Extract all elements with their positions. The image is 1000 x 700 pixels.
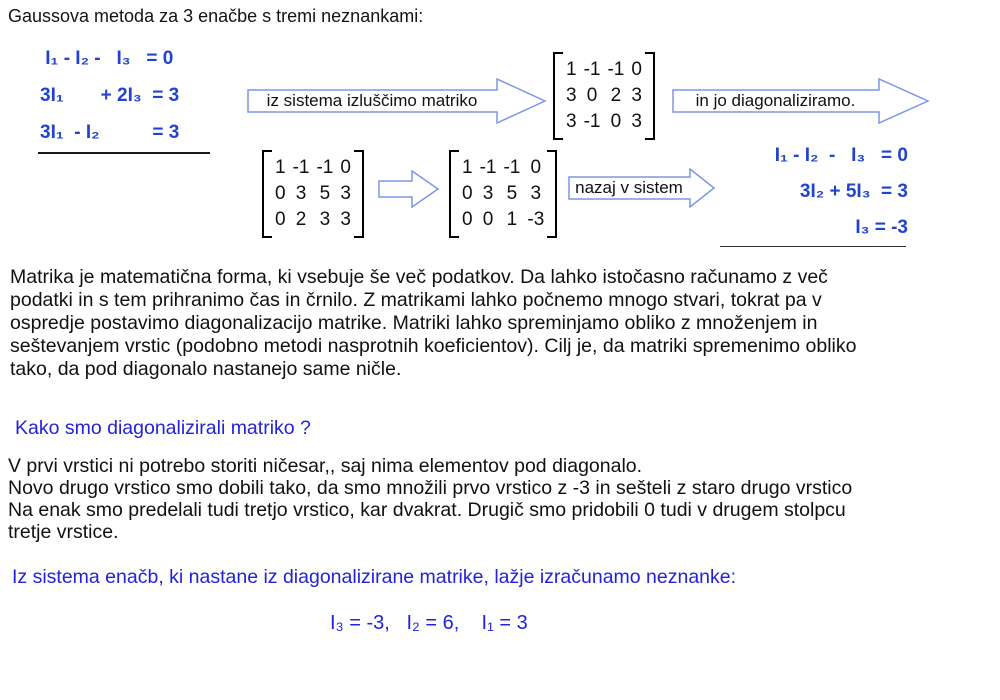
solution-values: I₃ = -3, I₂ = 6, I₁ = 3 — [330, 612, 528, 634]
initial-system-underline — [38, 152, 210, 154]
extract-matrix-arrow-label: iz sistema izluščimo matriko — [266, 91, 478, 110]
step-matrix-values: 1 -1 -1 0 0 3 5 3 0 2 3 3 — [275, 157, 351, 230]
back-to-system-arrow — [568, 168, 716, 208]
extract-matrix-arrow — [247, 77, 547, 125]
transform-arrow — [378, 170, 440, 208]
diagonalized-equation-system: I₁ - I₂ - I₃ = 0 3I₂ + 5I₃ = 3 I₃ = -3 — [774, 145, 908, 238]
diagonalized-system-underline — [720, 246, 906, 247]
diagonalized-matrix — [449, 150, 557, 238]
page-title: Gaussova metoda za 3 enačbe s tremi neznankami: — [8, 6, 424, 26]
right-arrow-icon — [378, 170, 440, 208]
diagonalize-arrow — [672, 77, 930, 125]
conclusion-text: Iz sistema enačb, ki nastane iz diagonalizirane matrike, lažje izračunamo neznanke: — [12, 566, 737, 588]
initial-matrix — [553, 52, 655, 140]
diagonalization-question: Kako smo diagonalizirali matriko ? — [15, 417, 311, 439]
diagonalize-arrow-label: in jo diagonaliziramo. — [695, 91, 856, 110]
step-matrix — [262, 150, 364, 238]
diagonalization-steps-paragraph: V prvi vrstici ni potrebo storiti ničesar,, saj nima elementov pod diagonalo. Novo drugo vrstico smo dobili tako, da smo množili prvo vrstico z -3 in sešteli z staro drugo vrstico Na enak smo predelali tudi tretjo vrstico, kar dvakrat. Drugič smo pridobili 0 tudi v drugem stolpcu tretje vrstice. — [8, 455, 853, 543]
diagonalized-matrix-values: 1 -1 -1 0 0 3 5 3 0 0 1 -3 — [462, 157, 545, 230]
matrix-explanation-paragraph: Matrika je matematična forma, ki vsebuje še več podatkov. Da lahko istočasno računamo z več podatki in s tem prihranimo čas in črnilo. Z matrikami lahko počnemo mnogo stvari, tokrat pa v ospredje postavimo diagonalizacijo matrike. Matriki lahko spreminjamo obliko z množenjem in seštevanjem vrstic (podobno metodi nasprotnih koeficientov). Cilj je, da matriki spremenimo obliko tako, da pod diagonalo nastanejo same ničle. — [10, 266, 857, 380]
initial-matrix-values: 1 -1 -1 0 3 0 2 3 3 -1 0 3 — [566, 59, 642, 132]
back-to-system-arrow-label: nazaj v sistem — [575, 178, 683, 197]
initial-equation-system: I₁ - I₂ - I₃ = 0 3I₁ + 2I₃ = 3 3I₁ - I₂ = 3 — [40, 48, 180, 143]
